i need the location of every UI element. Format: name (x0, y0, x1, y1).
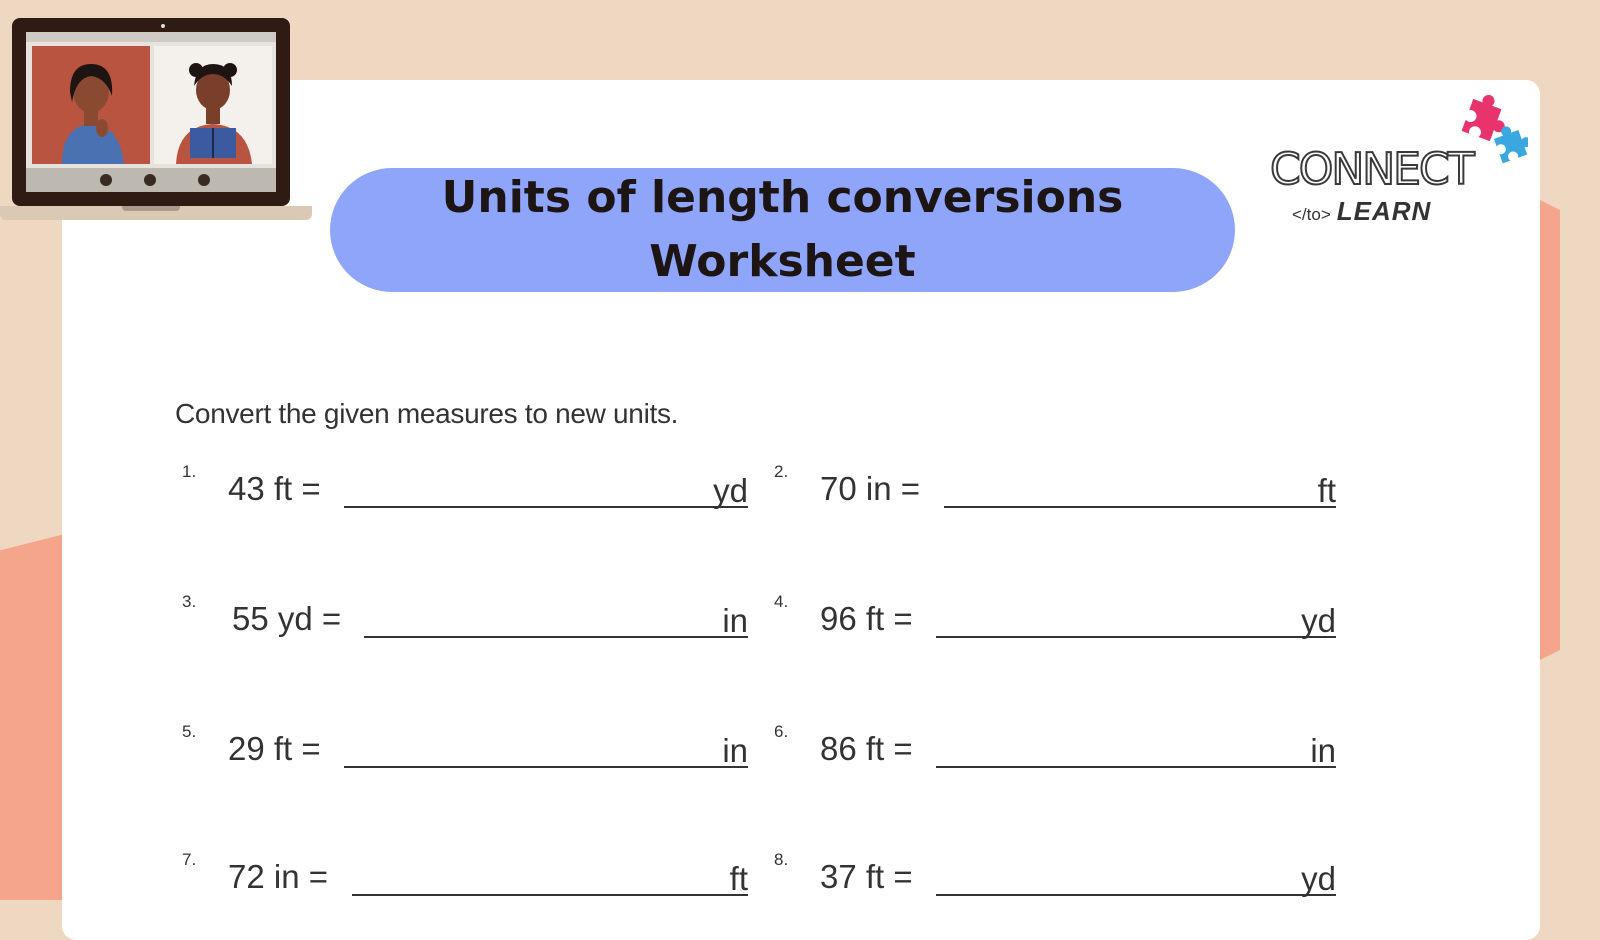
problem-number: 1. (182, 462, 197, 481)
answer-blank[interactable] (936, 636, 1336, 638)
problem-expression: 55 yd = (232, 600, 342, 637)
problem-number: 4. (774, 592, 789, 611)
problem-unit: in (1310, 732, 1336, 769)
title-line-2: Worksheet (649, 236, 916, 287)
logo-tagline-word: LEARN (1336, 196, 1432, 226)
webcam-dot (161, 24, 165, 28)
problem-8 (774, 850, 1336, 900)
logo-wordmark: CONNECT (1270, 144, 1473, 195)
connect-to-learn-logo (1270, 92, 1540, 232)
instructions-text: Convert the given measures to new units. (175, 398, 679, 429)
problem-number: 7. (182, 850, 197, 869)
problem-expression: 86 ft = (820, 730, 913, 767)
problem-unit: yd (1301, 602, 1336, 639)
title-line-1: Units of length conversions (441, 172, 1124, 223)
laptop-notch (122, 206, 180, 211)
problem-expression: 43 ft = (228, 470, 321, 507)
problem-number: 3. (182, 592, 197, 611)
problem-expression: 37 ft = (820, 858, 913, 895)
problem-number: 2. (774, 462, 789, 481)
video-tile-right (154, 46, 272, 164)
problem-1 (182, 462, 748, 512)
problem-unit: in (722, 602, 748, 639)
problem-5 (182, 722, 748, 772)
answer-blank[interactable] (344, 766, 748, 768)
problem-unit: yd (713, 472, 748, 509)
problem-expression: 29 ft = (228, 730, 321, 767)
answer-blank[interactable] (936, 894, 1336, 896)
laptop-lid (12, 18, 290, 206)
logo-tagline (1292, 196, 1431, 227)
problem-6 (774, 722, 1336, 772)
answer-blank[interactable] (944, 506, 1336, 508)
logo-tagline-code: </to> (1292, 205, 1331, 224)
problem-number: 6. (774, 722, 789, 741)
worksheet-title-banner (330, 168, 1235, 292)
problem-unit: yd (1301, 860, 1336, 897)
problem-number: 5. (182, 722, 197, 741)
laptop-video-call-illustration (0, 18, 312, 230)
answer-blank[interactable] (364, 636, 748, 638)
problem-number: 8. (774, 850, 789, 869)
problem-expression: 96 ft = (820, 600, 913, 637)
problem-7 (182, 850, 748, 900)
problem-2 (774, 462, 1336, 512)
answer-blank[interactable] (344, 506, 748, 508)
answer-blank[interactable] (936, 766, 1336, 768)
problem-unit: ft (1317, 472, 1336, 509)
problem-expression: 70 in = (820, 470, 920, 507)
problem-expression: 72 in = (228, 858, 328, 895)
screen-top-bar (26, 32, 276, 42)
problem-4 (774, 592, 1336, 642)
video-tile-left (32, 46, 150, 164)
call-controls-bar (26, 168, 276, 192)
problem-3 (182, 592, 748, 642)
laptop-screen (26, 32, 276, 192)
answer-blank[interactable] (352, 894, 748, 896)
problem-unit: in (722, 732, 748, 769)
problem-unit: ft (729, 860, 748, 897)
